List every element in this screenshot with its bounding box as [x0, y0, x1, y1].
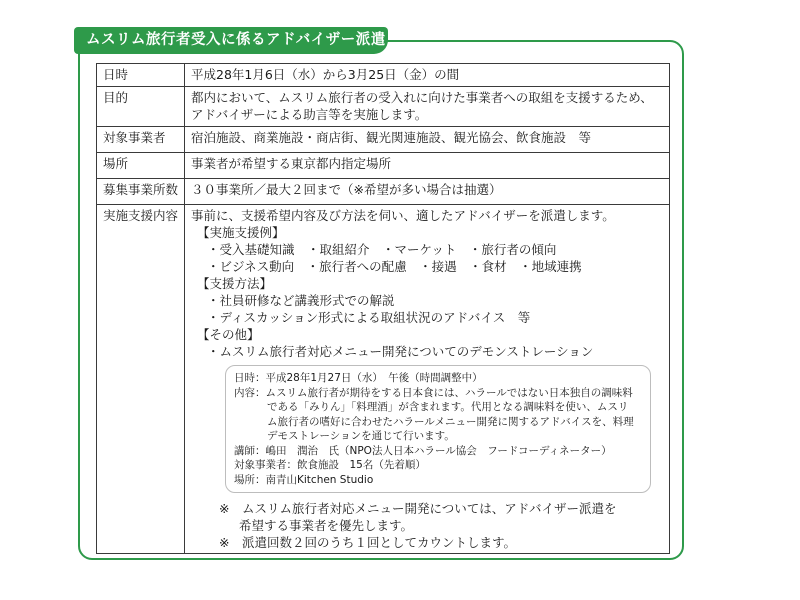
row-value: ３０事業所／最大２回まで（※希望が多い場合は抽選）: [185, 179, 670, 205]
demo-content-line: ム旅行者の嗜好に合わせたハラールメニュー開発に関するアドバイスを、料理: [267, 415, 634, 428]
row-label: 場所: [97, 153, 185, 179]
other-item: ・ムスリム旅行者対応メニュー開発についてのデモンストレーション: [207, 344, 594, 359]
row-label: 目的: [97, 87, 185, 127]
examples-heading: 【実施支援例】: [197, 225, 285, 240]
other-heading: 【その他】: [197, 327, 260, 342]
method-line: ・ディスカッション形式による取組状況のアドバイス 等: [207, 310, 531, 325]
demo-content-line: である「みりん」「料理酒」が含まれます。代用となる調味料を使い、ムスリ: [267, 401, 629, 413]
purpose-line: 都内において、ムスリム旅行者の受入れに向けた事業者への取組を支援するため、: [191, 90, 653, 105]
row-value: [185, 205, 670, 554]
demo-details-box: [225, 365, 651, 493]
example-line: ・受入基礎知識 ・取組紹介 ・マーケット ・旅行者の傾向: [207, 242, 557, 257]
example-line: ・ビジネス動向 ・旅行者への配慮 ・接遇 ・食材 ・地域連携: [207, 259, 582, 274]
methods-heading: 【支援方法】: [197, 276, 273, 291]
row-value: 平成28年1月6日（水）から3月25日（金）の間: [185, 64, 670, 87]
method-line: ・社員研修など講義形式での解説: [207, 293, 395, 308]
row-label: 対象事業者: [97, 127, 185, 153]
row-label: 日時: [97, 64, 185, 87]
row-value: [185, 87, 670, 127]
row-purpose: [97, 87, 670, 127]
row-label: 募集事業所数: [97, 179, 185, 205]
section-title: ムスリム旅行者受入に係るアドバイザー派遣: [74, 27, 388, 54]
row-recruit: [97, 179, 670, 205]
demo-lecturer: 講師：嶋田 潤治 氏（NPO法人日本ハラール協会 フードコーディネーター）: [234, 444, 612, 457]
demo-content-line: デモストレーションを通じて行います。: [267, 430, 455, 442]
row-label: 実施支援内容: [97, 205, 185, 554]
demo-venue: 場所：南青山Kitchen Studio: [234, 473, 374, 486]
demo-content-line: 内容：ムスリム旅行者が期待をする日本食には、ハラールではない日本独自の調味料: [234, 386, 633, 399]
note-line: ※ ムスリム旅行者対応メニュー開発については、アドバイザー派遣を: [219, 501, 617, 516]
note-line: 希望する事業者を優先します。: [239, 518, 414, 533]
row-date: [97, 64, 670, 87]
info-table: [96, 63, 670, 554]
row-place: [97, 153, 670, 179]
note-line: ※ 派遣回数２回のうち１回としてカウントします。: [219, 535, 516, 550]
purpose-line: アドバイザーによる助言等を実施します。: [191, 107, 428, 122]
demo-target: 対象事業者：飲食施設 15名（先着順）: [234, 459, 426, 471]
row-value: 宿泊施設、商業施設・商店街、観光関連施設、観光協会、飲食施設 等: [185, 127, 670, 153]
row-target: [97, 127, 670, 153]
row-support: [97, 205, 670, 554]
demo-date: 日時：平成28年1月27日（水） 午後（時間調整中）: [234, 372, 483, 384]
row-value: 事業者が希望する東京都内指定場所: [185, 153, 670, 179]
support-intro: 事前に、支援希望内容及び方法を伺い、適したアドバイザーを派遣します。: [191, 208, 615, 223]
